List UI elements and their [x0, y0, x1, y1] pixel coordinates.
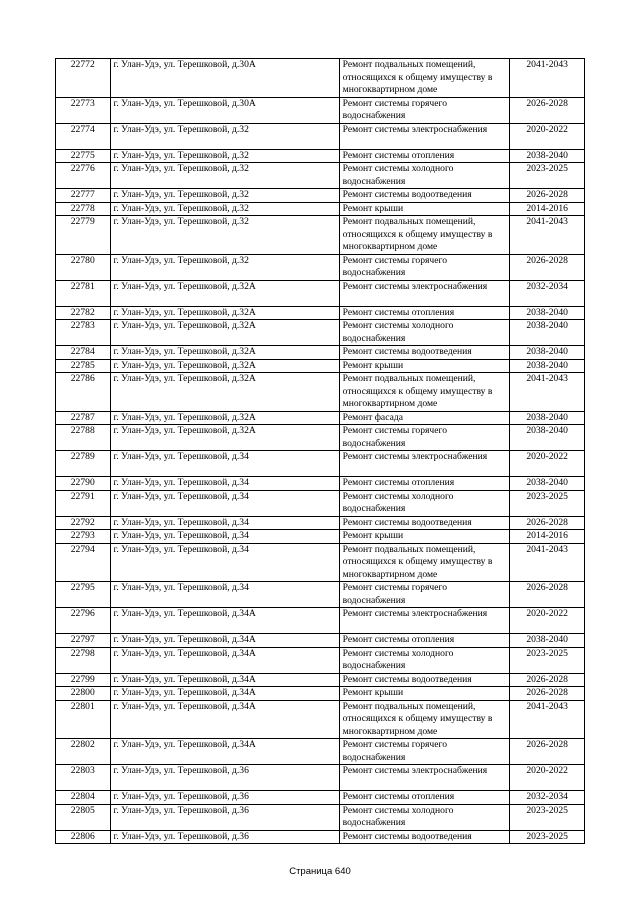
table-row: [56, 608, 585, 634]
table-row: [56, 830, 585, 844]
work-type-cell: Ремонт системы электроснабжения: [339, 608, 510, 634]
table-row: [56, 254, 585, 280]
address-cell: г. Улан-Удэ, ул. Терешковой, д.36: [110, 804, 339, 830]
address-cell: г. Улан-Удэ, ул. Терешковой, д.32А: [110, 346, 339, 360]
work-type-cell: Ремонт системы отопления: [339, 149, 510, 163]
row-number: 22788: [56, 425, 111, 451]
period-cell: 2023-2025: [510, 804, 585, 830]
row-number: 22806: [56, 830, 111, 844]
work-type-cell: Ремонт подвальных помещений, относящихся к общему имуществу в многоквартирном доме: [339, 543, 510, 582]
period-cell: 2020-2022: [510, 123, 585, 149]
address-cell: г. Улан-Удэ, ул. Терешковой, д.34А: [110, 687, 339, 701]
work-type-cell: Ремонт системы отопления: [339, 634, 510, 648]
address-cell: г. Улан-Удэ, ул. Терешковой, д.36: [110, 830, 339, 844]
table-row: [56, 123, 585, 149]
row-number: 22800: [56, 687, 111, 701]
work-type-cell: Ремонт системы холодного водоснабжения: [339, 647, 510, 673]
table-row: [56, 804, 585, 830]
row-number: 22777: [56, 189, 111, 203]
table-row: [56, 477, 585, 491]
period-cell: 2014-2016: [510, 530, 585, 544]
table-row: [56, 306, 585, 320]
period-cell: 2023-2025: [510, 490, 585, 516]
row-number: 22793: [56, 530, 111, 544]
row-number: 22792: [56, 516, 111, 530]
period-cell: 2020-2022: [510, 765, 585, 791]
address-cell: г. Улан-Удэ, ул. Терешковой, д.32А: [110, 411, 339, 425]
table-row: [56, 202, 585, 216]
work-type-cell: Ремонт системы горячего водоснабжения: [339, 739, 510, 765]
repair-schedule-table: [55, 58, 585, 844]
address-cell: г. Улан-Удэ, ул. Терешковой, д.34: [110, 451, 339, 477]
work-type-cell: Ремонт крыши: [339, 202, 510, 216]
table-row: [56, 216, 585, 255]
period-cell: 2038-2040: [510, 425, 585, 451]
period-cell: 2026-2028: [510, 97, 585, 123]
row-number: 22781: [56, 280, 111, 306]
period-cell: 2023-2025: [510, 830, 585, 844]
period-cell: 2032-2034: [510, 791, 585, 805]
address-cell: г. Улан-Удэ, ул. Терешковой, д.34: [110, 477, 339, 491]
address-cell: г. Улан-Удэ, ул. Терешковой, д.32А: [110, 425, 339, 451]
table-row: [56, 791, 585, 805]
address-cell: г. Улан-Удэ, ул. Терешковой, д.32А: [110, 280, 339, 306]
row-number: 22772: [56, 59, 111, 98]
row-number: 22779: [56, 216, 111, 255]
period-cell: 2038-2040: [510, 346, 585, 360]
row-number: 22801: [56, 700, 111, 739]
table-row: [56, 543, 585, 582]
work-type-cell: Ремонт системы холодного водоснабжения: [339, 320, 510, 346]
work-type-cell: Ремонт системы водоотведения: [339, 516, 510, 530]
work-type-cell: Ремонт системы отопления: [339, 477, 510, 491]
address-cell: г. Улан-Удэ, ул. Терешковой, д.34А: [110, 647, 339, 673]
work-type-cell: Ремонт системы холодного водоснабжения: [339, 804, 510, 830]
address-cell: г. Улан-Удэ, ул. Терешковой, д.34А: [110, 700, 339, 739]
address-cell: г. Улан-Удэ, ул. Терешковой, д.30А: [110, 59, 339, 98]
work-type-cell: Ремонт системы горячего водоснабжения: [339, 582, 510, 608]
address-cell: г. Улан-Удэ, ул. Терешковой, д.32: [110, 216, 339, 255]
period-cell: 2020-2022: [510, 451, 585, 477]
period-cell: 2038-2040: [510, 411, 585, 425]
table-row: [56, 451, 585, 477]
period-cell: 2026-2028: [510, 739, 585, 765]
table-row: [56, 425, 585, 451]
table-row: [56, 59, 585, 98]
work-type-cell: Ремонт системы горячего водоснабжения: [339, 425, 510, 451]
work-type-cell: Ремонт крыши: [339, 359, 510, 373]
table-row: [56, 687, 585, 701]
period-cell: 2023-2025: [510, 647, 585, 673]
row-number: 22799: [56, 673, 111, 687]
address-cell: г. Улан-Удэ, ул. Терешковой, д.32: [110, 123, 339, 149]
work-type-cell: Ремонт фасада: [339, 411, 510, 425]
row-number: 22802: [56, 739, 111, 765]
address-cell: г. Улан-Удэ, ул. Терешковой, д.32: [110, 149, 339, 163]
row-number: 22798: [56, 647, 111, 673]
table-row: [56, 373, 585, 412]
row-number: 22803: [56, 765, 111, 791]
work-type-cell: Ремонт системы горячего водоснабжения: [339, 97, 510, 123]
address-cell: г. Улан-Удэ, ул. Терешковой, д.32А: [110, 320, 339, 346]
period-cell: 2038-2040: [510, 149, 585, 163]
period-cell: 2041-2043: [510, 216, 585, 255]
table-row: [56, 490, 585, 516]
period-cell: 2041-2043: [510, 59, 585, 98]
address-cell: г. Улан-Удэ, ул. Терешковой, д.32А: [110, 306, 339, 320]
table-row: [56, 280, 585, 306]
table-row: [56, 530, 585, 544]
address-cell: г. Улан-Удэ, ул. Терешковой, д.32А: [110, 373, 339, 412]
period-cell: 2023-2025: [510, 163, 585, 189]
table-row: [56, 582, 585, 608]
period-cell: 2026-2028: [510, 687, 585, 701]
table-row: [56, 346, 585, 360]
row-number: 22783: [56, 320, 111, 346]
work-type-cell: Ремонт системы горячего водоснабжения: [339, 254, 510, 280]
row-number: 22782: [56, 306, 111, 320]
row-number: 22805: [56, 804, 111, 830]
work-type-cell: Ремонт системы электроснабжения: [339, 765, 510, 791]
period-cell: 2038-2040: [510, 320, 585, 346]
address-cell: г. Улан-Удэ, ул. Терешковой, д.36: [110, 791, 339, 805]
row-number: 22780: [56, 254, 111, 280]
period-cell: 2038-2040: [510, 359, 585, 373]
work-type-cell: Ремонт системы холодного водоснабжения: [339, 490, 510, 516]
period-cell: 2041-2043: [510, 373, 585, 412]
work-type-cell: Ремонт системы отопления: [339, 306, 510, 320]
address-cell: г. Улан-Удэ, ул. Терешковой, д.36: [110, 765, 339, 791]
table-row: [56, 647, 585, 673]
work-type-cell: Ремонт системы водоотведения: [339, 830, 510, 844]
row-number: 22773: [56, 97, 111, 123]
row-number: 22778: [56, 202, 111, 216]
work-type-cell: Ремонт подвальных помещений, относящихся к общему имуществу в многоквартирном доме: [339, 216, 510, 255]
row-number: 22790: [56, 477, 111, 491]
address-cell: г. Улан-Удэ, ул. Терешковой, д.32: [110, 163, 339, 189]
address-cell: г. Улан-Удэ, ул. Терешковой, д.30А: [110, 97, 339, 123]
row-number: 22784: [56, 346, 111, 360]
address-cell: г. Улан-Удэ, ул. Терешковой, д.34: [110, 516, 339, 530]
row-number: 22796: [56, 608, 111, 634]
row-number: 22787: [56, 411, 111, 425]
row-number: 22786: [56, 373, 111, 412]
period-cell: 2038-2040: [510, 477, 585, 491]
period-cell: 2014-2016: [510, 202, 585, 216]
period-cell: 2020-2022: [510, 608, 585, 634]
address-cell: г. Улан-Удэ, ул. Терешковой, д.34А: [110, 608, 339, 634]
period-cell: 2032-2034: [510, 280, 585, 306]
address-cell: г. Улан-Удэ, ул. Терешковой, д.34А: [110, 634, 339, 648]
work-type-cell: Ремонт системы электроснабжения: [339, 123, 510, 149]
work-type-cell: Ремонт системы водоотведения: [339, 673, 510, 687]
address-cell: г. Улан-Удэ, ул. Терешковой, д.34: [110, 530, 339, 544]
row-number: 22774: [56, 123, 111, 149]
table-row: [56, 765, 585, 791]
period-cell: 2026-2028: [510, 582, 585, 608]
table-body: [56, 59, 585, 844]
period-cell: 2041-2043: [510, 700, 585, 739]
work-type-cell: Ремонт системы электроснабжения: [339, 451, 510, 477]
period-cell: 2038-2040: [510, 634, 585, 648]
address-cell: г. Улан-Удэ, ул. Терешковой, д.34: [110, 490, 339, 516]
address-cell: г. Улан-Удэ, ул. Терешковой, д.32: [110, 254, 339, 280]
work-type-cell: Ремонт крыши: [339, 530, 510, 544]
work-type-cell: Ремонт системы холодного водоснабжения: [339, 163, 510, 189]
table-row: [56, 634, 585, 648]
row-number: 22797: [56, 634, 111, 648]
page-number: Страница 640: [289, 866, 351, 877]
period-cell: 2026-2028: [510, 673, 585, 687]
row-number: 22775: [56, 149, 111, 163]
period-cell: 2038-2040: [510, 306, 585, 320]
row-number: 22791: [56, 490, 111, 516]
work-type-cell: Ремонт системы водоотведения: [339, 189, 510, 203]
work-type-cell: Ремонт системы электроснабжения: [339, 280, 510, 306]
work-type-cell: Ремонт системы отопления: [339, 791, 510, 805]
address-cell: г. Улан-Удэ, ул. Терешковой, д.32: [110, 189, 339, 203]
table-row: [56, 149, 585, 163]
address-cell: г. Улан-Удэ, ул. Терешковой, д.32А: [110, 359, 339, 373]
table-row: [56, 516, 585, 530]
row-number: 22795: [56, 582, 111, 608]
address-cell: г. Улан-Удэ, ул. Терешковой, д.34А: [110, 739, 339, 765]
work-type-cell: Ремонт системы водоотведения: [339, 346, 510, 360]
table-row: [56, 411, 585, 425]
row-number: 22794: [56, 543, 111, 582]
table-row: [56, 320, 585, 346]
table-row: [56, 359, 585, 373]
table-row: [56, 673, 585, 687]
row-number: 22804: [56, 791, 111, 805]
table-row: [56, 739, 585, 765]
table-row: [56, 97, 585, 123]
row-number: 22785: [56, 359, 111, 373]
work-type-cell: Ремонт крыши: [339, 687, 510, 701]
address-cell: г. Улан-Удэ, ул. Терешковой, д.32: [110, 202, 339, 216]
address-cell: г. Улан-Удэ, ул. Терешковой, д.34: [110, 543, 339, 582]
period-cell: 2041-2043: [510, 543, 585, 582]
work-type-cell: Ремонт подвальных помещений, относящихся к общему имуществу в многоквартирном доме: [339, 373, 510, 412]
period-cell: 2026-2028: [510, 189, 585, 203]
table-row: [56, 163, 585, 189]
table-row: [56, 700, 585, 739]
period-cell: 2026-2028: [510, 254, 585, 280]
address-cell: г. Улан-Удэ, ул. Терешковой, д.34: [110, 582, 339, 608]
row-number: 22776: [56, 163, 111, 189]
work-type-cell: Ремонт подвальных помещений, относящихся к общему имуществу в многоквартирном доме: [339, 700, 510, 739]
address-cell: г. Улан-Удэ, ул. Терешковой, д.34А: [110, 673, 339, 687]
table-row: [56, 189, 585, 203]
row-number: 22789: [56, 451, 111, 477]
period-cell: 2026-2028: [510, 516, 585, 530]
work-type-cell: Ремонт подвальных помещений, относящихся к общему имуществу в многоквартирном доме: [339, 59, 510, 98]
